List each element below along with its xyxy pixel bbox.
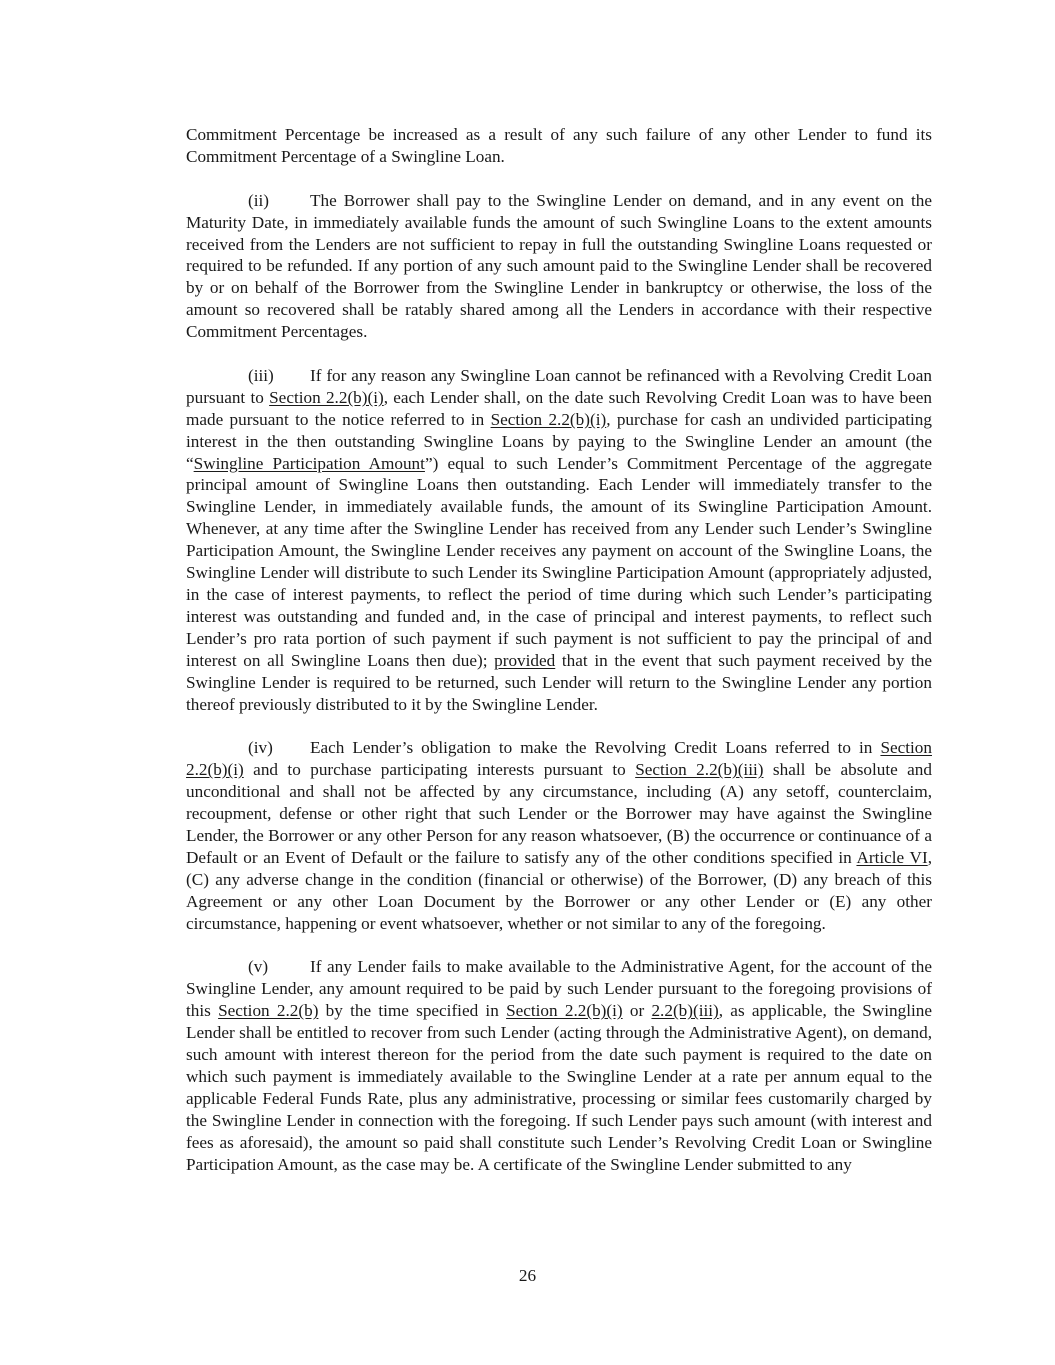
section-reference: Section 2.2(b)(i) <box>506 1001 623 1021</box>
paragraph-text: , purchase for cash an undivided participating interest in the then outstanding Swingline Loans by paying to the Swingline Lender an amount (the “ <box>186 409 932 473</box>
paragraph-text: or <box>622 1001 652 1021</box>
paragraph-iv <box>186 737 932 934</box>
paragraph-label: (v) <box>248 957 269 977</box>
paragraph-ii <box>186 190 932 343</box>
section-reference: Article VI <box>856 847 928 867</box>
section-reference: provided <box>494 650 556 670</box>
section-reference: Section 2.2(b)(iii) <box>635 760 764 780</box>
paragraph-continuation <box>186 124 932 168</box>
section-reference: Section 2.2(b)(i) <box>490 409 607 429</box>
paragraph-label: (ii) <box>248 190 269 210</box>
document-body <box>186 124 932 1197</box>
paragraph-text: Commitment Percentage be increased as a result of any such failure of any other Lender to fund its Commitment Percentage of a Swingline Loan. <box>186 125 932 166</box>
paragraph-text: , (C) any adverse change in the condition (financial or otherwise) of the Borrower, (D) any breach of this Agreement or any other Loan Document by the Borrower or any other Lender or (E) any other circumstance, happening or event whatsoever, whether or not similar to any of the foregoing. <box>186 847 932 933</box>
paragraph-text: ”) equal to such Lender’s Commitment Percentage of the aggregate principal amount of Swingline Loans then outstanding. Each Lender will immediately transfer to the Swingline Lender, in immediately available funds, the amount of its Swingline Participation Amount. Whenever, at any time after the Swingline Lender has received from any Lender such Lender’s Swingline Participation Amount, the Swingline Lender receives any payment on account of the Swingline Loans, the Swingline Lender will distribute to such Lender its Swingline Participation Amount (appropriately adjusted, in the case of interest payments, to reflect the period of time during which such Lender’s participating interest was outstanding and funded and, in the case of principal and interest payments, to reflect such Lender’s pro rata portion of such payment if such payment is not sufficient to pay the principal of and interest on all Swingline Loans then due); <box>186 453 932 670</box>
paragraph-iii <box>186 365 932 716</box>
paragraph-text: by the time specified in <box>318 1001 507 1021</box>
paragraph-text: If for any reason any Swingline Loan cannot be refinanced with a Revolving Credit Loan pursuant to <box>186 365 932 407</box>
paragraph-v <box>186 956 932 1175</box>
section-reference: Section 2.2(b)(i) <box>269 387 384 407</box>
section-reference: Section 2.2(b)(i) <box>186 738 932 780</box>
section-reference: Section 2.2(b) <box>218 1001 319 1021</box>
paragraph-text: , as applicable, the Swingline Lender shall be entitled to recover from such Lender (acting through the Administrative Agent), on demand, such amount with interest thereon for the period from the date such payment is required to the date on which such payment is immediately available to the Swingline Lender at a rate per annum equal to the applicable Federal Funds Rate, plus any administrative, processing or similar fees customarily charged by the Swingline Lender in connection with the foregoing. If such Lender pays such amount (with interest and fees as aforesaid), the amount so paid shall constitute such Lender’s Revolving Credit Loan or Swingline Participation Amount, as the case may be. A certificate of the Swingline Lender submitted to any <box>186 1001 932 1174</box>
paragraph-text: Each Lender’s obligation to make the Revolving Credit Loans referred to in <box>310 738 881 758</box>
paragraph-label: (iii) <box>248 365 274 385</box>
paragraph-text: that in the event that such payment received by the Swingline Lender is required to be returned, such Lender will return to the Swingline Lender any portion thereof previously distributed to it by the Swingline Lender. <box>186 650 932 714</box>
paragraph-label: (iv) <box>248 738 273 758</box>
section-reference: Swingline Participation Amount <box>193 453 425 473</box>
paragraph-text: The Borrower shall pay to the Swingline Lender on demand, and in any event on the Maturity Date, in immediately available funds the amount of such Swingline Loans to the extent amounts received from the Lenders are not sufficient to repay in full the outstanding Swingline Loans requested or required to be refunded. If any portion of any such amount paid to the Swingline Lender shall be recovered by or on behalf of the Borrower from the Swingline Lender in bankruptcy or otherwise, the loss of the amount so recovered shall be ratably shared among all the Lenders in accordance with their respective Commitment Percentages. <box>186 190 932 342</box>
paragraph-text: If any Lender fails to make available to the Administrative Agent, for the account of the Swingline Lender, any amount required to be paid by such Lender pursuant to the foregoing provisions of this <box>186 957 932 1021</box>
paragraph-text: shall be absolute and unconditional and shall not be affected by any circumstance, including (A) any setoff, counterclaim, recoupment, defense or other right that such Lender or the Borrower may have against the Swingline Lender, the Borrower or any other Person for any reason whatsoever, (B) the occurrence or continuance of a Default or an Event of Default or the failure to satisfy any of the other conditions specified in <box>186 760 932 867</box>
section-reference: 2.2(b)(iii) <box>651 1001 719 1021</box>
paragraph-text: and to purchase participating interests pursuant to <box>243 760 636 780</box>
page-number: 26 <box>518 1266 537 1285</box>
paragraph-text: , each Lender shall, on the date such Revolving Credit Loan was to have been made pursuant to the notice referred to in <box>186 387 932 429</box>
